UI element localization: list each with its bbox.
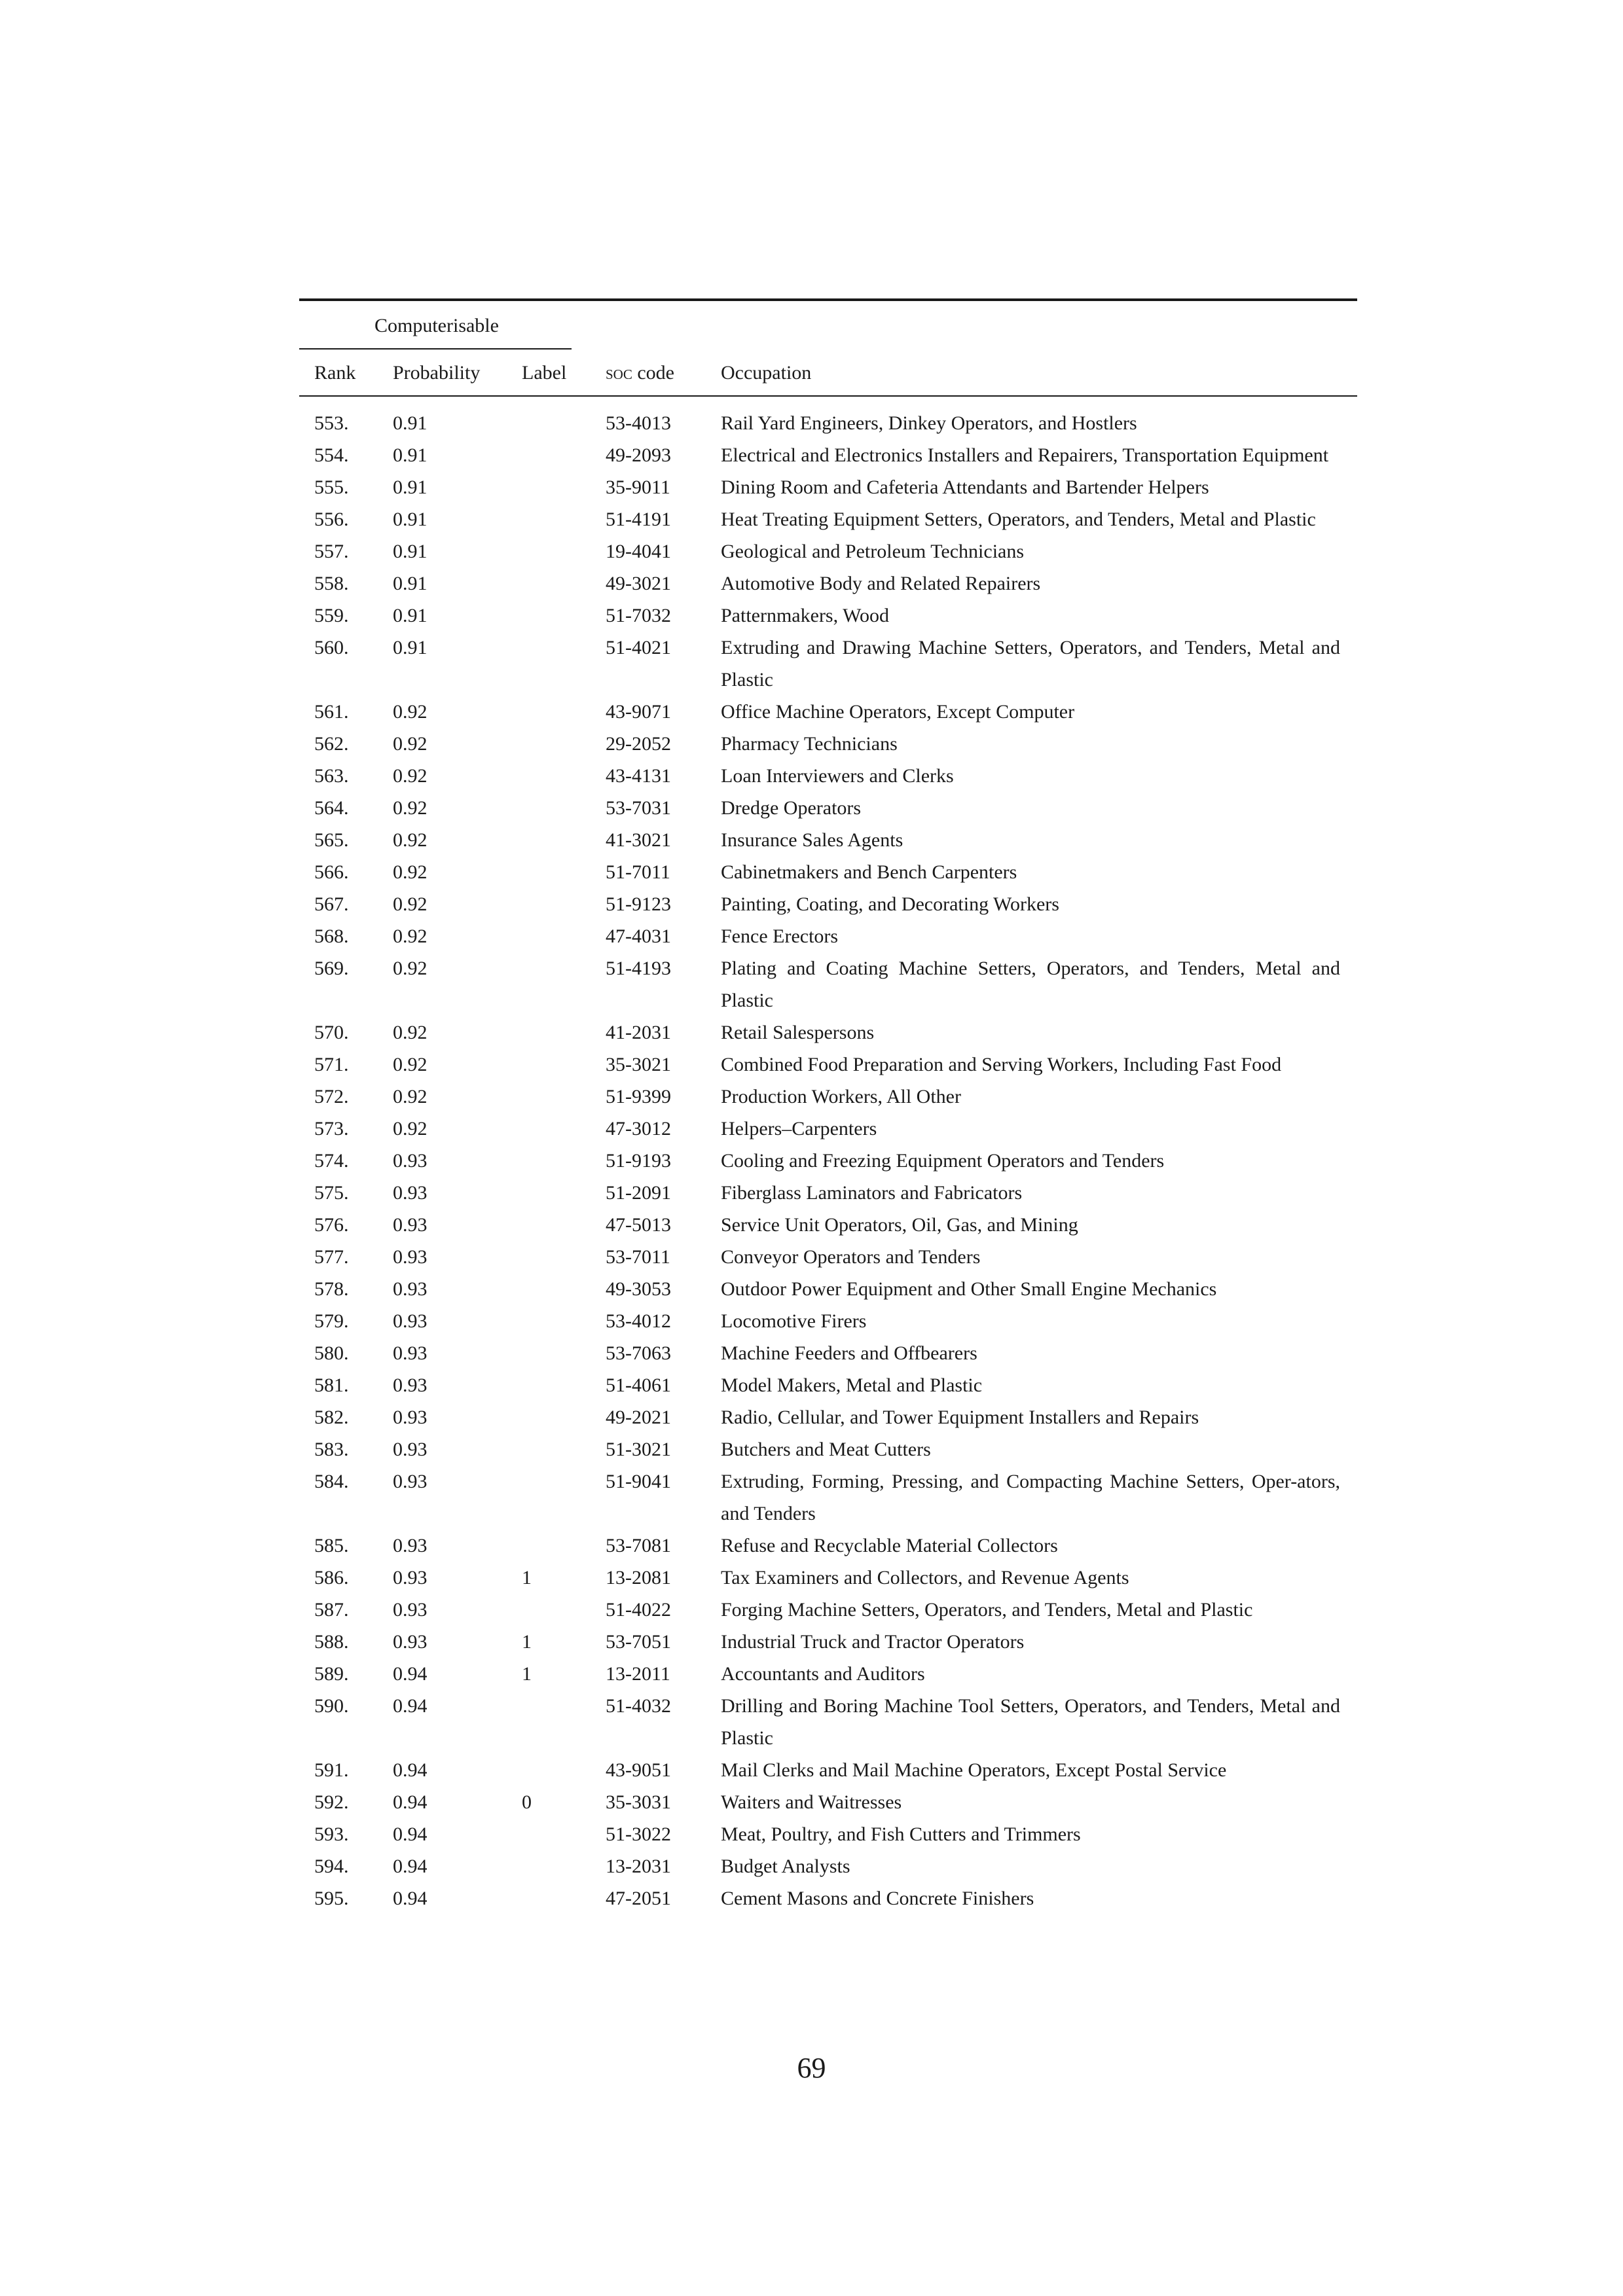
probability-cell: 0.93 xyxy=(393,1310,428,1332)
probability-cell: 0.93 xyxy=(393,1374,428,1396)
probability-cell: 0.91 xyxy=(393,605,428,626)
soc-code-cell: 47-2051 xyxy=(606,1888,671,1909)
rank-cell: 559. xyxy=(314,605,349,626)
occupation-cell: Electrical and Electronics Installers and Repairers, Transportation Equipment xyxy=(721,444,1329,466)
probability-cell: 0.91 xyxy=(393,476,428,498)
table-row xyxy=(299,535,1357,567)
rank-cell: 566. xyxy=(314,861,349,883)
probability-cell: 0.93 xyxy=(393,1246,428,1268)
header-rank: Rank xyxy=(314,362,356,384)
soc-code-cell: 51-4061 xyxy=(606,1374,671,1396)
rank-cell: 574. xyxy=(314,1150,349,1172)
label-cell: 1 xyxy=(522,1663,532,1685)
soc-code-cell: 49-2093 xyxy=(606,444,671,466)
table-row xyxy=(299,1016,1357,1049)
table-row xyxy=(299,1337,1357,1369)
occupation-cell: Conveyor Operators and Tenders xyxy=(721,1246,981,1268)
soc-code-cell: 43-4131 xyxy=(606,765,671,787)
header-occupation: Occupation xyxy=(721,362,812,384)
rank-cell: 585. xyxy=(314,1535,349,1556)
rank-cell: 557. xyxy=(314,541,349,562)
probability-cell: 0.93 xyxy=(393,1150,428,1172)
header-probability: Probability xyxy=(393,362,481,384)
rank-cell: 579. xyxy=(314,1310,349,1332)
probability-cell: 0.91 xyxy=(393,412,428,434)
occupation-cell: Refuse and Recyclable Material Collectors xyxy=(721,1535,1058,1556)
soc-code-cell: 43-9051 xyxy=(606,1759,671,1781)
table-row xyxy=(299,856,1357,888)
occupation-cell: Waiters and Waitresses xyxy=(721,1791,902,1813)
table-row xyxy=(299,1626,1357,1658)
top-rule xyxy=(299,298,1357,301)
page-number: 69 xyxy=(797,2052,826,2084)
soc-code-cell: 49-3053 xyxy=(606,1278,671,1300)
probability-cell: 0.92 xyxy=(393,1054,428,1075)
rank-cell: 592. xyxy=(314,1791,349,1813)
probability-cell: 0.94 xyxy=(393,1759,428,1781)
soc-code-cell: 51-9399 xyxy=(606,1086,671,1107)
soc-code-cell: 13-2081 xyxy=(606,1567,671,1588)
soc-code-cell: 49-3021 xyxy=(606,573,671,594)
occupation-cell: Fence Erectors xyxy=(721,925,839,947)
occupation-cell: Patternmakers, Wood xyxy=(721,605,889,626)
occupation-cell: Budget Analysts xyxy=(721,1856,850,1877)
soc-code-cell: 51-4032 xyxy=(606,1695,671,1717)
occupation-cell: Machine Feeders and Offbearers xyxy=(721,1342,977,1364)
table-row xyxy=(299,1562,1357,1594)
occupation-cell: Geological and Petroleum Technicians xyxy=(721,541,1025,562)
occupation-cell: Radio, Cellular, and Tower Equipment Installers and Repairs xyxy=(721,1407,1199,1428)
table-row xyxy=(299,439,1357,471)
table-row xyxy=(299,600,1357,632)
rank-cell: 590. xyxy=(314,1695,349,1717)
table-row xyxy=(299,1465,1357,1530)
soc-code-cell: 41-2031 xyxy=(606,1022,671,1043)
soc-code-cell: 53-7081 xyxy=(606,1535,671,1556)
table-row xyxy=(299,1658,1357,1690)
probability-cell: 0.92 xyxy=(393,861,428,883)
occupation-cell: Loan Interviewers and Clerks xyxy=(721,765,954,787)
soc-code-cell: 51-4022 xyxy=(606,1599,671,1621)
probability-cell: 0.93 xyxy=(393,1182,428,1204)
probability-cell: 0.92 xyxy=(393,829,428,851)
soc-code-cell: 13-2031 xyxy=(606,1856,671,1877)
soc-code-cell: 51-9041 xyxy=(606,1471,671,1492)
table-row xyxy=(299,696,1357,728)
soc-code-cell: 41-3021 xyxy=(606,829,671,851)
table-row xyxy=(299,503,1357,535)
probability-cell: 0.92 xyxy=(393,958,428,979)
soc-code-cell: 53-7031 xyxy=(606,797,671,819)
occupation-cell: Automotive Body and Related Repairers xyxy=(721,573,1041,594)
table-row xyxy=(299,1882,1357,1914)
soc-code-cell: 51-4021 xyxy=(606,637,671,658)
probability-cell: 0.92 xyxy=(393,765,428,787)
rank-cell: 583. xyxy=(314,1439,349,1460)
probability-cell: 0.92 xyxy=(393,701,428,723)
table-row xyxy=(299,1754,1357,1786)
occupation-cell: Heat Treating Equipment Setters, Operators, and Tenders, Metal and Plastic xyxy=(721,509,1316,530)
table-row xyxy=(299,1145,1357,1177)
occupation-cell: Cement Masons and Concrete Finishers xyxy=(721,1888,1034,1909)
rank-cell: 567. xyxy=(314,893,349,915)
rank-cell: 584. xyxy=(314,1471,349,1492)
table-row xyxy=(299,1818,1357,1850)
probability-cell: 0.91 xyxy=(393,444,428,466)
rank-cell: 565. xyxy=(314,829,349,851)
occupation-cell: Cooling and Freezing Equipment Operators and Tenders xyxy=(721,1150,1165,1172)
probability-cell: 0.93 xyxy=(393,1214,428,1236)
soc-code-cell: 47-4031 xyxy=(606,925,671,947)
occupation-cell: Extruding and Drawing Machine Setters, Operators, and Tenders, Metal and Plastic xyxy=(721,637,1340,691)
soc-code-cell: 47-5013 xyxy=(606,1214,671,1236)
occupation-cell: Cabinetmakers and Bench Carpenters xyxy=(721,861,1017,883)
probability-cell: 0.91 xyxy=(393,541,428,562)
table-row xyxy=(299,920,1357,952)
table-row xyxy=(299,1049,1357,1081)
soc-code-cell: 51-7032 xyxy=(606,605,671,626)
header-label: Label xyxy=(522,362,567,384)
rank-cell: 578. xyxy=(314,1278,349,1300)
probability-cell: 0.92 xyxy=(393,1022,428,1043)
soc-code-cell: 35-3031 xyxy=(606,1791,671,1813)
occupation-cell: Service Unit Operators, Oil, Gas, and Mining xyxy=(721,1214,1078,1236)
soc-code-cell: 51-4193 xyxy=(606,958,671,979)
soc-code-cell: 51-9123 xyxy=(606,893,671,915)
table-row xyxy=(299,1850,1357,1882)
rank-cell: 571. xyxy=(314,1054,349,1075)
soc-code-cell: 13-2011 xyxy=(606,1663,670,1685)
probability-cell: 0.93 xyxy=(393,1407,428,1428)
label-cell: 1 xyxy=(522,1567,532,1588)
table-row xyxy=(299,567,1357,600)
occupation-cell: Tax Examiners and Collectors, and Revenue Agents xyxy=(721,1567,1129,1588)
rank-cell: 560. xyxy=(314,637,349,658)
rank-cell: 572. xyxy=(314,1086,349,1107)
header-soc-rest: code xyxy=(632,362,674,384)
probability-cell: 0.93 xyxy=(393,1439,428,1460)
soc-code-cell: 43-9071 xyxy=(606,701,671,723)
probability-cell: 0.94 xyxy=(393,1856,428,1877)
rank-cell: 561. xyxy=(314,701,349,723)
occupation-cell: Butchers and Meat Cutters xyxy=(721,1439,931,1460)
table-row xyxy=(299,1433,1357,1465)
probability-cell: 0.91 xyxy=(393,573,428,594)
rank-cell: 587. xyxy=(314,1599,349,1621)
rank-cell: 595. xyxy=(314,1888,349,1909)
occupation-cell: Accountants and Auditors xyxy=(721,1663,925,1685)
table-row xyxy=(299,1594,1357,1626)
probability-cell: 0.94 xyxy=(393,1663,428,1685)
probability-cell: 0.91 xyxy=(393,509,428,530)
soc-code-cell: 47-3012 xyxy=(606,1118,671,1139)
soc-code-cell: 53-7011 xyxy=(606,1246,670,1268)
occupation-cell: Plating and Coating Machine Setters, Operators, and Tenders, Metal and Plastic xyxy=(721,958,1340,1011)
rank-cell: 594. xyxy=(314,1856,349,1877)
rank-cell: 593. xyxy=(314,1823,349,1845)
probability-cell: 0.94 xyxy=(393,1823,428,1845)
table-row xyxy=(299,1401,1357,1433)
group-header-label: Computerisable xyxy=(374,315,499,336)
occupation-cell: Office Machine Operators, Except Computer xyxy=(721,701,1075,723)
table-row xyxy=(299,471,1357,503)
probability-cell: 0.92 xyxy=(393,1118,428,1139)
rank-cell: 563. xyxy=(314,765,349,787)
occupation-cell: Rail Yard Engineers, Dinkey Operators, and Hostlers xyxy=(721,412,1137,434)
soc-code-cell: 51-3022 xyxy=(606,1823,671,1845)
rank-cell: 576. xyxy=(314,1214,349,1236)
probability-cell: 0.94 xyxy=(393,1695,428,1717)
table-row xyxy=(299,1273,1357,1305)
rank-cell: 562. xyxy=(314,733,349,755)
probability-cell: 0.94 xyxy=(393,1888,428,1909)
table-row xyxy=(299,1081,1357,1113)
soc-code-cell: 53-4013 xyxy=(606,412,671,434)
occupation-cell: Retail Salespersons xyxy=(721,1022,875,1043)
probability-cell: 0.91 xyxy=(393,637,428,658)
occupation-cell: Outdoor Power Equipment and Other Small Engine Mechanics xyxy=(721,1278,1217,1300)
soc-code-cell: 49-2021 xyxy=(606,1407,671,1428)
rank-cell: 580. xyxy=(314,1342,349,1364)
probability-cell: 0.93 xyxy=(393,1567,428,1588)
rank-cell: 586. xyxy=(314,1567,349,1588)
occupation-cell: Painting, Coating, and Decorating Workers xyxy=(721,893,1059,915)
table-row xyxy=(299,1177,1357,1209)
label-cell: 0 xyxy=(522,1791,532,1813)
occupation-cell: Dredge Operators xyxy=(721,797,862,819)
soc-code-cell: 51-7011 xyxy=(606,861,670,883)
soc-code-cell: 53-7051 xyxy=(606,1631,671,1653)
occupation-cell: Insurance Sales Agents xyxy=(721,829,903,851)
occupation-cell: Fiberglass Laminators and Fabricators xyxy=(721,1182,1023,1204)
table-body xyxy=(299,407,1357,1914)
occupation-cell: Extruding, Forming, Pressing, and Compacting Machine Setters, Oper-ators, and Tenders xyxy=(721,1471,1340,1524)
rank-cell: 573. xyxy=(314,1118,349,1139)
probability-cell: 0.93 xyxy=(393,1342,428,1364)
occupation-cell: Pharmacy Technicians xyxy=(721,733,898,755)
table-row xyxy=(299,1241,1357,1273)
table-row xyxy=(299,1530,1357,1562)
occupation-cell: Helpers–Carpenters xyxy=(721,1118,877,1139)
header-soc-smallcaps: soc xyxy=(606,362,632,384)
rank-cell: 564. xyxy=(314,797,349,819)
occupation-cell: Forging Machine Setters, Operators, and Tenders, Metal and Plastic xyxy=(721,1599,1253,1621)
rank-cell: 568. xyxy=(314,925,349,947)
rank-cell: 556. xyxy=(314,509,349,530)
occupation-cell: Locomotive Firers xyxy=(721,1310,867,1332)
probability-cell: 0.92 xyxy=(393,925,428,947)
occupation-cell: Model Makers, Metal and Plastic xyxy=(721,1374,983,1396)
rank-cell: 588. xyxy=(314,1631,349,1653)
soc-code-cell: 51-2091 xyxy=(606,1182,671,1204)
soc-code-cell: 51-3021 xyxy=(606,1439,671,1460)
probability-cell: 0.92 xyxy=(393,1086,428,1107)
rank-cell: 591. xyxy=(314,1759,349,1781)
occupation-cell: Mail Clerks and Mail Machine Operators, Except Postal Service xyxy=(721,1759,1227,1781)
soc-code-cell: 35-9011 xyxy=(606,476,670,498)
probability-cell: 0.94 xyxy=(393,1791,428,1813)
soc-code-cell: 35-3021 xyxy=(606,1054,671,1075)
rank-cell: 558. xyxy=(314,573,349,594)
table-row xyxy=(299,1369,1357,1401)
table-row xyxy=(299,792,1357,824)
table-row xyxy=(299,728,1357,760)
occupation-cell: Drilling and Boring Machine Tool Setters, Operators, and Tenders, Metal and Plastic xyxy=(721,1695,1340,1749)
header-rule xyxy=(299,395,1357,397)
table-row xyxy=(299,760,1357,792)
occupation-cell: Production Workers, All Other xyxy=(721,1086,961,1107)
occupation-cell: Dining Room and Cafeteria Attendants and Bartender Helpers xyxy=(721,476,1209,498)
rank-cell: 577. xyxy=(314,1246,349,1268)
probability-cell: 0.92 xyxy=(393,797,428,819)
occupation-cell: Industrial Truck and Tractor Operators xyxy=(721,1631,1025,1653)
header-soc-code xyxy=(606,360,674,386)
rank-cell: 555. xyxy=(314,476,349,498)
probability-cell: 0.93 xyxy=(393,1631,428,1653)
table-row xyxy=(299,1786,1357,1818)
table-row xyxy=(299,952,1357,1016)
probability-cell: 0.93 xyxy=(393,1535,428,1556)
soc-code-cell: 19-4041 xyxy=(606,541,671,562)
soc-code-cell: 29-2052 xyxy=(606,733,671,755)
rank-cell: 569. xyxy=(314,958,349,979)
table-row xyxy=(299,824,1357,856)
soc-code-cell: 53-7063 xyxy=(606,1342,671,1364)
rank-cell: 581. xyxy=(314,1374,349,1396)
soc-code-cell: 51-4191 xyxy=(606,509,671,530)
table-row xyxy=(299,1305,1357,1337)
table-row xyxy=(299,1113,1357,1145)
probability-cell: 0.93 xyxy=(393,1471,428,1492)
rank-cell: 570. xyxy=(314,1022,349,1043)
occupation-cell: Meat, Poultry, and Fish Cutters and Trimmers xyxy=(721,1823,1081,1845)
rank-cell: 575. xyxy=(314,1182,349,1204)
occupation-cell: Combined Food Preparation and Serving Workers, Including Fast Food xyxy=(721,1054,1282,1075)
rank-cell: 589. xyxy=(314,1663,349,1685)
rank-cell: 553. xyxy=(314,412,349,434)
group-header-rule xyxy=(299,348,572,350)
table-row xyxy=(299,1690,1357,1754)
probability-cell: 0.93 xyxy=(393,1599,428,1621)
soc-code-cell: 51-9193 xyxy=(606,1150,671,1172)
table-row xyxy=(299,1209,1357,1241)
table-row xyxy=(299,407,1357,439)
table-row xyxy=(299,632,1357,696)
rank-cell: 554. xyxy=(314,444,349,466)
probability-cell: 0.92 xyxy=(393,733,428,755)
table-row xyxy=(299,888,1357,920)
soc-code-cell: 53-4012 xyxy=(606,1310,671,1332)
rank-cell: 582. xyxy=(314,1407,349,1428)
probability-cell: 0.93 xyxy=(393,1278,428,1300)
label-cell: 1 xyxy=(522,1631,532,1653)
probability-cell: 0.92 xyxy=(393,893,428,915)
